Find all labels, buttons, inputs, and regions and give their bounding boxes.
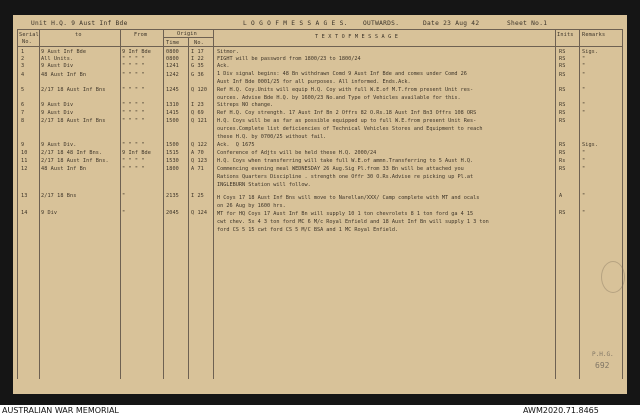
table-cell-origin-no: Q 122 <box>191 142 208 148</box>
table-cell-time: 1241 <box>166 63 179 69</box>
footer-accession: AWM2020.71.8465 <box>523 406 599 415</box>
message-line: H.Q. Coys when transferring will take full W.E.of ammn.Transferring to 5 Aust H.Q. <box>217 158 474 164</box>
message-line: Rations Quarters Discipline . strength one Offr 30 O.Rs.Advise re picking up Pl.at <box>217 174 474 180</box>
message-line: INGLEBURN Station will follow. <box>217 182 311 188</box>
table-cell-from: " " " " <box>122 72 145 78</box>
table-cell-inits: RS <box>559 210 566 216</box>
table-cell-from: 9 Inf Bde <box>122 150 152 156</box>
table-cell-inits: Rs <box>559 158 566 164</box>
archive-number: 692 <box>595 361 610 370</box>
table-cell-to: 2/17 18 48 Inf Bns. <box>41 150 103 156</box>
table-cell-to: All Units. <box>41 56 74 62</box>
col-text: T E X T O F M E S S A G E <box>315 34 399 40</box>
document-page <box>13 15 627 394</box>
table-cell-to: 9 Div <box>41 210 58 216</box>
table-cell-origin-no: I 25 <box>191 193 204 199</box>
table-cell-time: 2045 <box>166 210 179 216</box>
grid-line <box>579 29 580 379</box>
table-cell-serial: 9 <box>21 142 25 148</box>
table-cell-time: 1500 <box>166 118 179 124</box>
direction-label: OUTWARDS. <box>363 20 400 27</box>
table-cell-remarks: Sigs. <box>582 49 599 55</box>
table-cell-to: 9 Aust Div <box>41 63 74 69</box>
table-cell-origin-no: Q 120 <box>191 87 208 93</box>
table-cell-time: 1415 <box>166 110 179 116</box>
table-cell-serial: 7 <box>21 110 25 116</box>
table-cell-origin-no: I 17 <box>191 49 204 55</box>
table-cell-origin-no: G 35 <box>191 63 204 69</box>
table-cell-serial: 4 <box>21 72 25 78</box>
table-cell-time: 1242 <box>166 72 179 78</box>
col-from: From <box>134 32 148 38</box>
message-line: cwt chev. 5x 4 3 ton ford MC 6 M/c Royal Enfield and 18 Aust Inf Bn will supply 1 3 ton <box>217 219 489 225</box>
message-line: ources. Advise Bde H.Q. by 1600/23 No.and Type of Vehicles available for this. <box>217 95 461 101</box>
table-cell-remarks: " <box>582 150 586 156</box>
table-cell-remarks: " <box>582 110 586 116</box>
table-cell-remarks: " <box>582 56 586 62</box>
table-cell-time: 1500 <box>166 142 179 148</box>
table-cell-serial: 12 <box>21 166 28 172</box>
table-cell-remarks: " <box>582 166 586 172</box>
table-cell-from: " " " " <box>122 118 145 124</box>
message-line: MT for HQ Coys 17 Aust Inf Bn will supply 10 1 ton chevrolets 8 1 ton ford ga 4 15 <box>217 211 474 217</box>
table-cell-time: 1800 <box>166 166 179 172</box>
grid-line <box>17 29 18 379</box>
table-cell-origin-no: A 71 <box>191 166 204 172</box>
message-line: on 26 Aug by 1600 hrs. <box>217 203 286 209</box>
grid-line <box>555 29 556 379</box>
table-cell-remarks: " <box>582 87 586 93</box>
table-cell-serial: 14 <box>21 210 28 216</box>
message-line: H.Q. Coys will be as far as possible equipped up to full W.E.from present Unit Res- <box>217 118 477 124</box>
table-cell-origin-no: Q 124 <box>191 210 208 216</box>
origin-subrule <box>163 37 213 38</box>
table-cell-to: 2/17 18 Aust Inf Bns <box>41 118 106 124</box>
table-cell-to: 2/17 18 Aust Inf Bns <box>41 87 106 93</box>
table-cell-from: " " " " <box>122 110 145 116</box>
table-cell-serial: 10 <box>21 150 28 156</box>
table-cell-from: " " " " <box>122 102 145 108</box>
table-cell-to: 9 Aust Div <box>41 102 74 108</box>
table-cell-inits: RS <box>559 102 566 108</box>
col-to: to <box>75 32 82 38</box>
grid-line <box>188 37 189 379</box>
table-cell-serial: 2 <box>21 56 25 62</box>
message-line: Ref H.Q. Coy strength. 17 Aust Inf Bn 2 Offrs 82 O.Rs.18 Aust Inf Bn3 Offrs 108 ORS <box>217 110 477 116</box>
message-line: ford CS 5 15 cwt ford CS 5 M/C BSA and 1 MC Royal Enfield. <box>217 227 399 233</box>
footer-institution: AUSTRALIAN WAR MEMORIAL <box>2 406 119 415</box>
table-cell-inits: RS <box>559 87 566 93</box>
table-cell-origin-no: Q 123 <box>191 158 208 164</box>
table-cell-to: 2/17 18 Aust Inf Bns. <box>41 158 109 164</box>
table-cell-to: 48 Aust Inf Bn <box>41 166 87 172</box>
message-line: ources.Complete list deficiencies of Technical Vehicles Stores and Equipment to reach <box>217 126 483 132</box>
table-cell-to: 9 Aust Div. <box>41 142 77 148</box>
table-cell-to: 48 Aust Inf Bn <box>41 72 87 78</box>
table-cell-inits: A <box>559 193 563 199</box>
table-cell-time: 1245 <box>166 87 179 93</box>
table-cell-origin-no: I 22 <box>191 56 204 62</box>
sheet-label: Sheet No.1 <box>507 20 548 27</box>
table-cell-serial: 11 <box>21 158 28 164</box>
col-origin: Origin <box>177 31 197 37</box>
table-cell-inits: RS <box>559 166 566 172</box>
message-line: Commencing evening meal WEDNESDAY 26 Aug.Sig Pl.from 33 Bn will be attached you <box>217 166 464 172</box>
table-cell-serial: 3 <box>21 63 25 69</box>
paper-stain <box>601 261 625 293</box>
table-cell-origin-no: A 70 <box>191 150 204 156</box>
message-line: H Coys 17 18 Aust Inf Bns will move to Narellan/XXX/ Camp complete with MT and ocals <box>217 195 480 201</box>
col-inits: Inits <box>557 32 574 38</box>
date-label: Date 23 Aug 42 <box>423 20 480 27</box>
table-cell-from: " " " " <box>122 63 145 69</box>
message-line: Ack. <box>217 63 230 69</box>
message-line: Aust Inf Bde 0001/25 for all purposes. All informed. Ends.Ack. <box>217 79 411 85</box>
grid-line <box>163 29 164 379</box>
table-cell-to: 9 Aust Div <box>41 110 74 116</box>
table-cell-from: " " " " <box>122 56 145 62</box>
table-cell-remarks: " <box>582 63 586 69</box>
message-line: 1 Div signal begins: 48 Bn withdrawn Comd 9 Aust Inf Bde and comes under Comd 26 <box>217 71 467 77</box>
message-line: FIGHT will be password from 1800/23 to 1800/24 <box>217 56 361 62</box>
message-line: Ack. Q 1675 <box>217 142 255 148</box>
table-cell-serial: 8 <box>21 118 25 124</box>
col-origin-no: No. <box>194 40 204 46</box>
table-cell-origin-no: Q 69 <box>191 110 204 116</box>
table-cell-inits: RS <box>559 49 566 55</box>
table-cell-serial: 1 <box>21 49 25 55</box>
table-cell-from: " " " " <box>122 166 145 172</box>
message-line: Ref H.Q. Coy.Units will equip H.Q. Coy with full W.E.of M.T.from present Unit res- <box>217 87 474 93</box>
table-cell-serial: 5 <box>21 87 25 93</box>
col-time: Time <box>166 40 180 46</box>
document-title: L O G O F M E S S A G E S. <box>243 20 348 27</box>
message-line: Sitmor. <box>217 49 239 55</box>
table-cell-from: " " " " <box>122 142 145 148</box>
table-cell-origin-no: G 36 <box>191 72 204 78</box>
grid-line <box>622 29 623 379</box>
table-cell-to: 9 Aust Inf Bde <box>41 49 87 55</box>
table-cell-inits: RS <box>559 142 566 148</box>
grid-line <box>213 29 214 379</box>
col-serial: Serial <box>19 32 39 38</box>
header-bottom-rule <box>17 46 623 47</box>
table-cell-remarks: " <box>582 210 586 216</box>
table-cell-remarks: " <box>582 158 586 164</box>
archive-mark: P.H.G. <box>592 351 614 358</box>
unit-label: Unit H.Q. 9 Aust Inf Bde <box>31 20 128 27</box>
grid-line <box>120 29 121 379</box>
table-cell-time: 1515 <box>166 150 179 156</box>
message-line: Sitreps NO change. <box>217 102 274 108</box>
table-cell-inits: RS <box>559 72 566 78</box>
table-cell-from: 9 Inf Bde <box>122 49 152 55</box>
col-remarks: Remarks <box>582 32 606 38</box>
table-cell-inits: RS <box>559 63 566 69</box>
table-cell-inits: RS <box>559 56 566 62</box>
table-cell-inits: RS <box>559 118 566 124</box>
table-cell-from: " <box>122 193 126 199</box>
table-cell-origin-no: I 23 <box>191 102 204 108</box>
col-serial-no: No. <box>22 39 32 45</box>
table-cell-time: 0800 <box>166 56 179 62</box>
table-cell-remarks: Sigs. <box>582 142 599 148</box>
table-cell-remarks: " <box>582 193 586 199</box>
table-cell-time: 1310 <box>166 102 179 108</box>
grid-line <box>39 29 40 379</box>
header-top-rule <box>17 29 623 30</box>
message-line: Conference of Adjts will be held these H.Q. 2000/24 <box>217 150 377 156</box>
table-cell-serial: 13 <box>21 193 28 199</box>
message-line: these H.Q. by 0700/25 without fail. <box>217 134 327 140</box>
table-cell-from: " " " " <box>122 158 145 164</box>
table-cell-time: 0800 <box>166 49 179 55</box>
table-cell-from: " " " " <box>122 87 145 93</box>
table-cell-remarks: " <box>582 72 586 78</box>
table-cell-remarks: " <box>582 102 586 108</box>
table-cell-serial: 6 <box>21 102 25 108</box>
table-cell-to: 2/17 18 Bns <box>41 193 77 199</box>
table-cell-time: 2135 <box>166 193 179 199</box>
table-cell-time: 1530 <box>166 158 179 164</box>
table-cell-inits: RS <box>559 110 566 116</box>
table-cell-origin-no: Q 121 <box>191 118 208 124</box>
table-cell-from: " <box>122 210 126 216</box>
table-cell-inits: RS <box>559 150 566 156</box>
